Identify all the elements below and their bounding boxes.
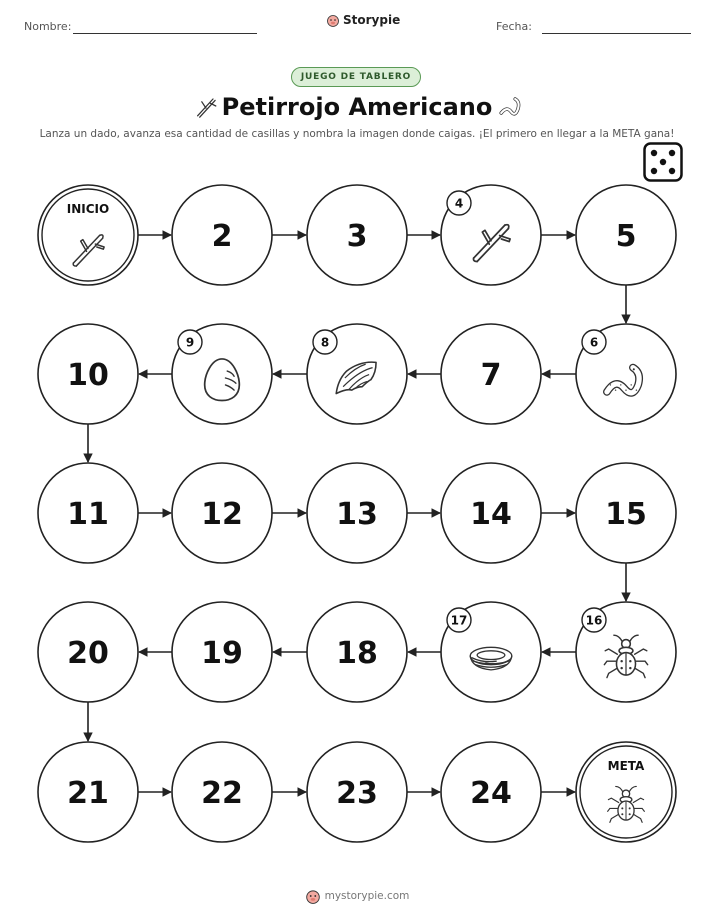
board-space — [441, 463, 541, 563]
space-number: 14 — [470, 497, 512, 532]
space-number: 19 — [201, 636, 243, 671]
board-space — [441, 324, 541, 424]
space-number: 4 — [454, 196, 464, 211]
board-space — [307, 742, 407, 842]
space-number: 12 — [201, 497, 243, 532]
board-space — [38, 742, 138, 842]
space-number: 10 — [67, 358, 109, 393]
board-space — [576, 185, 676, 285]
space-number: 22 — [201, 776, 243, 811]
space-number: 15 — [605, 497, 647, 532]
space-number: 23 — [336, 776, 378, 811]
instructions: Lanza un dado, avanza esa cantidad de casillas y nombra la imagen donde caigas. ¡El primero en llegar a la META gana! — [39, 128, 675, 140]
board-space — [441, 185, 541, 285]
name-label: Nombre: — [24, 20, 72, 33]
brand-name: Storypie — [343, 13, 401, 27]
board-space — [38, 602, 138, 702]
date-label: Fecha: — [496, 20, 532, 33]
space-number: 13 — [336, 497, 378, 532]
board-space — [172, 463, 272, 563]
space-number: 16 — [585, 613, 603, 628]
space-number: 6 — [589, 335, 599, 350]
space-number: 18 — [336, 636, 378, 671]
space-label: META — [607, 759, 645, 773]
space-number: 24 — [470, 776, 512, 811]
pig-logo-icon — [305, 888, 321, 904]
space-number: 11 — [67, 497, 109, 532]
space-number: 17 — [450, 613, 468, 628]
board-space — [307, 185, 407, 285]
space-number: 21 — [67, 776, 109, 811]
board-space — [38, 324, 138, 424]
footer — [0, 888, 714, 904]
space-number: 2 — [211, 219, 233, 254]
space-number: 9 — [185, 335, 195, 350]
board-space — [576, 324, 676, 424]
board-space — [172, 602, 272, 702]
board-space — [576, 463, 676, 563]
space-number: 3 — [346, 219, 368, 254]
space-number: 8 — [320, 335, 330, 350]
board-space — [172, 742, 272, 842]
space-label: INICIO — [66, 202, 110, 216]
space-number: 7 — [480, 358, 502, 393]
space-number: 20 — [67, 636, 109, 671]
board-space-inicio — [38, 185, 138, 285]
board-space — [172, 185, 272, 285]
board-space — [307, 463, 407, 563]
page-title: Petirrojo Americano — [221, 93, 493, 121]
board-space — [441, 742, 541, 842]
board-space — [441, 602, 541, 702]
footer-url: mystorypie.com — [324, 890, 410, 902]
space-number: 5 — [615, 219, 637, 254]
board-space — [38, 463, 138, 563]
board-space — [307, 602, 407, 702]
game-type-badge: JUEGO DE TABLERO — [291, 67, 421, 87]
